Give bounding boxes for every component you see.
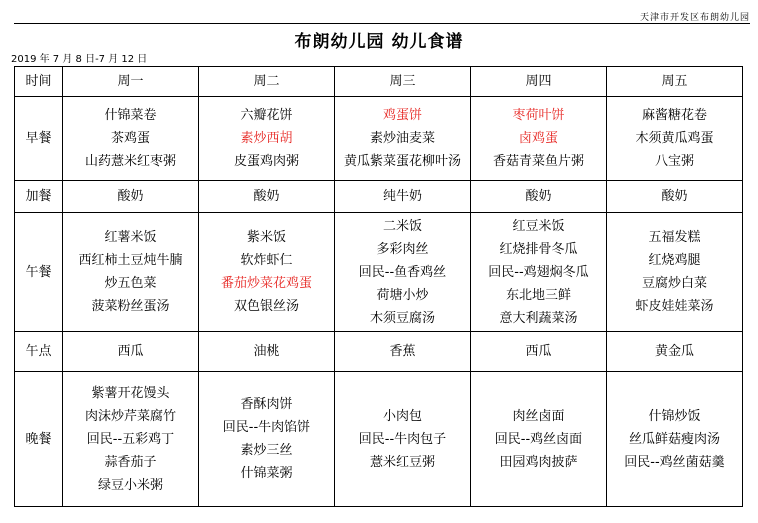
- meal-label: 加餐: [15, 181, 63, 213]
- dish-item: 纯牛奶: [382, 189, 422, 204]
- dish-item: 五福发糕: [648, 230, 701, 245]
- page-title: 布朗幼儿园 幼儿食谱: [294, 32, 464, 52]
- menu-cell-tue: [199, 181, 335, 213]
- dish-item: 六瓣花饼: [240, 108, 293, 123]
- menu-cell-mon: [63, 213, 199, 332]
- dish-item: 香酥肉饼: [240, 397, 293, 412]
- dish-item: 回民--牛肉馅饼: [222, 420, 311, 435]
- header-row: [15, 67, 743, 97]
- dish-item: 肉丝卤面: [512, 408, 565, 424]
- dish-item: 虾皮娃娃菜汤: [635, 299, 714, 314]
- dish-item: 卤鸡蛋: [518, 131, 558, 146]
- dish-item: 二米饭: [382, 218, 422, 234]
- dinner-row: [15, 372, 743, 507]
- dish-item: 回民--鸡丝菌菇羹: [624, 454, 725, 470]
- dish-item: 酸奶: [661, 189, 688, 204]
- menu-cell-fri: [607, 181, 743, 213]
- menu-cell-fri: [607, 213, 743, 332]
- menu-cell-wed: [335, 97, 471, 181]
- dish-item: 黄金瓜: [654, 344, 694, 359]
- dish-item: 素炒油麦菜: [369, 131, 435, 146]
- meal-label: 晚餐: [15, 372, 63, 507]
- date-range: 2019 年 7 月 8 日-7 月 12 日: [11, 54, 148, 65]
- dish-item: 菠菜粉丝蛋汤: [91, 299, 170, 314]
- dish-item: 香蕉: [389, 344, 416, 359]
- dish-item: 西瓜: [525, 344, 552, 359]
- dish-item: 回民--鸡翅焖冬瓜: [488, 264, 589, 280]
- dish-item: 肉沫炒芹菜腐竹: [84, 408, 176, 424]
- menu-cell-mon: [63, 181, 199, 213]
- day-header-mon: 周一: [63, 67, 199, 97]
- day-header-fri: 周五: [607, 67, 743, 97]
- dish-item: 蒜香茄子: [104, 454, 157, 470]
- dish-item: 木须豆腐汤: [369, 310, 435, 326]
- lunch-row: [15, 213, 743, 332]
- dish-item: 红豆米饭: [512, 218, 565, 234]
- dish-item: 回民--牛肉包子: [358, 431, 447, 447]
- menu-cell-wed: [335, 372, 471, 507]
- dish-item: 油桃: [253, 344, 280, 359]
- dish-item: 红烧排骨冬瓜: [499, 241, 578, 257]
- dish-item: 丝瓜鲜菇瘦肉汤: [628, 431, 720, 447]
- menu-cell-wed: [335, 332, 471, 372]
- dish-item: 木须黄瓜鸡蛋: [635, 131, 714, 146]
- meal-label: 午点: [15, 332, 63, 372]
- day-header-thu: 周四: [471, 67, 607, 97]
- menu-cell-fri: [607, 97, 743, 181]
- afternoon-snack-row: [15, 332, 743, 372]
- meal-label: 午餐: [15, 213, 63, 332]
- menu-cell-thu: [471, 181, 607, 213]
- day-header-wed: 周三: [335, 67, 471, 97]
- breakfast-row: [15, 97, 743, 181]
- organization-name: 天津市开发区布朗幼儿园: [639, 13, 750, 23]
- dish-item: 意大利蔬菜汤: [499, 310, 578, 326]
- dish-item: 薏米红豆粥: [369, 454, 435, 470]
- menu-cell-mon: [63, 332, 199, 372]
- dish-item: 什锦菜卷: [104, 108, 157, 123]
- dish-item: 八宝粥: [654, 154, 694, 169]
- day-header-tue: 周二: [199, 67, 335, 97]
- dish-item: 西瓜: [117, 344, 144, 359]
- dish-item: 什锦菜粥: [240, 466, 293, 481]
- menu-table: [14, 66, 743, 507]
- menu-cell-thu: [471, 332, 607, 372]
- menu-cell-mon: [63, 97, 199, 181]
- dish-item: 红烧鸡腿: [648, 253, 701, 268]
- menu-cell-tue: [199, 97, 335, 181]
- dish-item: 鸡蛋饼: [382, 108, 422, 123]
- dish-item: 豆腐炒白菜: [641, 276, 707, 291]
- dish-item: 西红柿土豆炖牛腩: [78, 253, 183, 268]
- dish-item: 紫薯开花馒头: [91, 385, 170, 401]
- menu-cell-fri: [607, 332, 743, 372]
- time-header: 时间: [15, 67, 63, 97]
- dish-item: 黄瓜紫菜蛋花柳叶汤: [343, 154, 461, 169]
- header-rule: [14, 23, 750, 24]
- menu-cell-thu: [471, 97, 607, 181]
- dish-item: 炒五色菜: [104, 276, 157, 291]
- dish-item: 软炸虾仁: [240, 253, 293, 268]
- dish-item: 田园鸡肉披萨: [499, 454, 578, 470]
- menu-cell-mon: [63, 372, 199, 507]
- dish-item: 双色银丝汤: [233, 299, 299, 314]
- dish-item: 枣荷叶饼: [512, 108, 565, 123]
- dish-item: 麻酱糖花卷: [641, 108, 707, 123]
- dish-item: 红薯米饭: [104, 230, 157, 245]
- meal-label: 早餐: [15, 97, 63, 181]
- dish-item: 紫米饭: [246, 230, 286, 245]
- dish-item: 酸奶: [525, 189, 552, 204]
- menu-cell-tue: [199, 213, 335, 332]
- dish-item: 绿豆小米粥: [97, 477, 163, 493]
- dish-item: 小肉包: [382, 408, 422, 424]
- dish-item: 回民--鱼香鸡丝: [358, 264, 447, 280]
- dish-item: 素炒三丝: [240, 443, 293, 458]
- dish-item: 香菇青菜鱼片粥: [492, 154, 584, 169]
- menu-cell-wed: [335, 213, 471, 332]
- menu-cell-thu: [471, 372, 607, 507]
- dish-item: 多彩肉丝: [376, 241, 429, 257]
- menu-cell-tue: [199, 372, 335, 507]
- menu-cell-wed: [335, 181, 471, 213]
- menu-cell-thu: [471, 213, 607, 332]
- dish-item: 山药薏米红枣粥: [84, 154, 176, 169]
- dish-item: 荷塘小炒: [376, 287, 429, 303]
- snack-row: [15, 181, 743, 213]
- menu-cell-fri: [607, 372, 743, 507]
- dish-item: 茶鸡蛋: [110, 131, 150, 146]
- dish-item: 番茄炒菜花鸡蛋: [220, 276, 312, 291]
- dish-item: 酸奶: [117, 189, 144, 204]
- dish-item: 酸奶: [253, 189, 280, 204]
- dish-item: 皮蛋鸡肉粥: [233, 154, 299, 169]
- dish-item: 东北地三鲜: [505, 287, 571, 303]
- dish-item: 回民--五彩鸡丁: [86, 431, 175, 447]
- dish-item: 什锦炒饭: [648, 408, 701, 424]
- menu-cell-tue: [199, 332, 335, 372]
- dish-item: 素炒西胡: [240, 131, 293, 146]
- dish-item: 回民--鸡丝卤面: [494, 431, 583, 447]
